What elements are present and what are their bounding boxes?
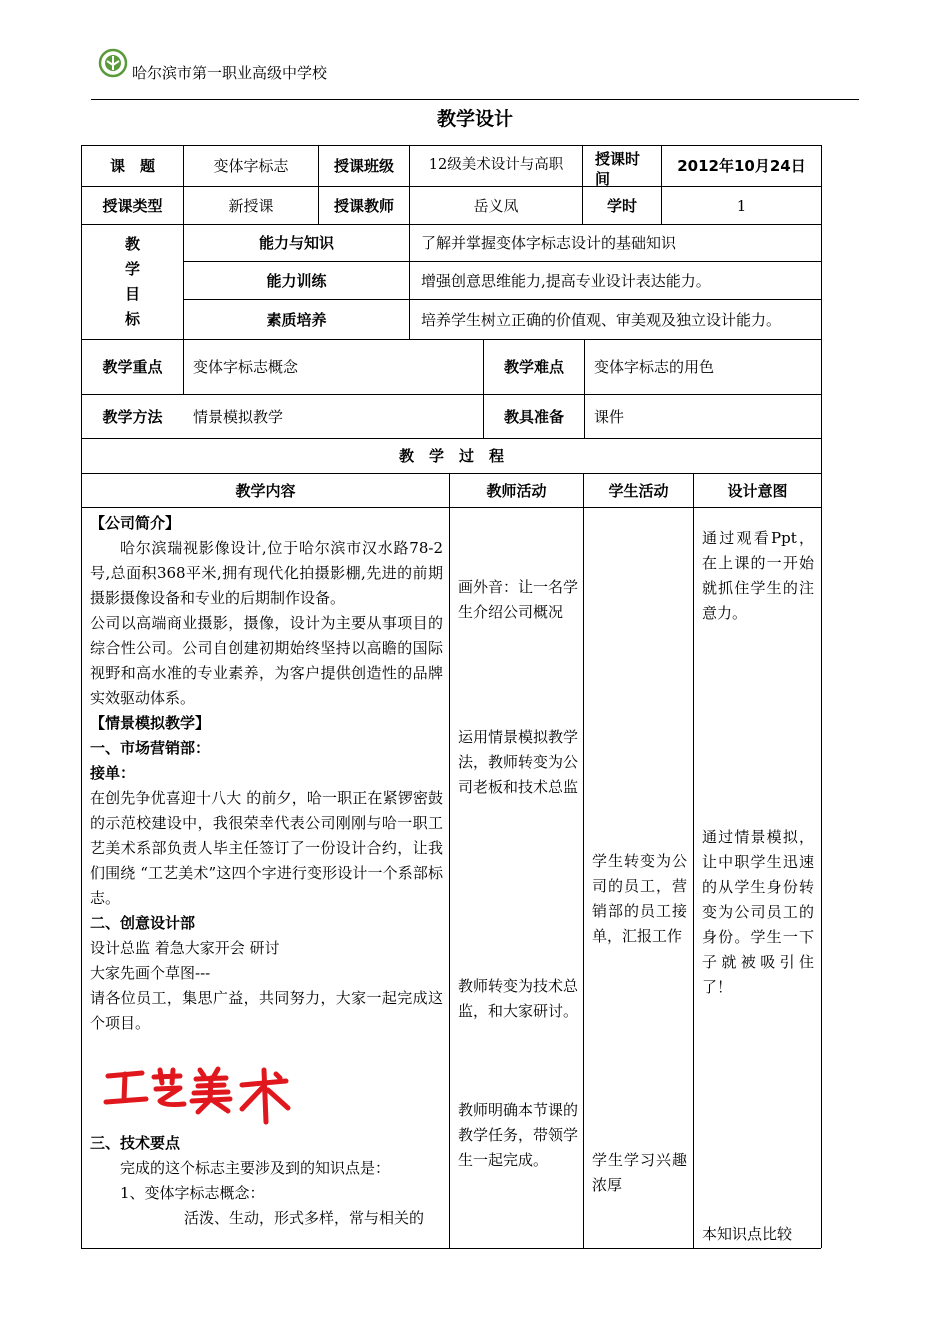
intent-3: 本知识点比较 (702, 1225, 793, 1243)
company-intro-2: 公司以高端商业摄影，摄像，设计为主要从事项目的综合性公司。公司自创建初期始终坚持以高瞻的国际视野和高水准的专业素养，为客户提供创造性的品牌实效驱动体系。 (90, 614, 443, 707)
objective-label-3: 素质培养 (266, 310, 327, 329)
heading-order: 接单： (90, 764, 136, 782)
header-teacher: 教师活动 (486, 481, 547, 500)
objective-value-3: 培养学生树立正确的价值观、审美观及独立设计能力。 (421, 310, 782, 329)
time-label: 授课时间 (595, 150, 641, 186)
teacher-label: 授课教师 (333, 196, 394, 215)
company-intro-1: 哈尔滨瑞视影像设计,位于哈尔滨市汉水路78-2号,总面积368平米,拥有现代化拍摄影棚,先进的前期摄影摄像设备和专业的后期制作设备。 (90, 539, 443, 607)
difficulty-value: 变体字标志的用色 (594, 358, 715, 376)
teacher-activity-1: 画外音：让一名学生介绍公司概况 (458, 578, 579, 621)
tech-section (90, 1131, 443, 1231)
creative-line-3: 请各位员工，集思广益，共同努力，大家一起完成这个项目。 (90, 989, 443, 1032)
course-label: 课 题 (109, 157, 155, 175)
header-student: 学生活动 (608, 481, 669, 500)
method-value: 情景模拟教学 (193, 407, 284, 426)
header-intent: 设计意图 (727, 481, 788, 500)
hours-label: 学时 (606, 196, 637, 215)
header-content: 教学内容 (235, 481, 296, 500)
objective-value-1: 了解并掌握变体字标志设计的基础知识 (421, 234, 677, 252)
course-value: 变体字标志 (213, 157, 289, 175)
creative-line-2: 大家先画个草图--- (90, 964, 211, 982)
student-activity-2: 学生学习兴趣浓厚 (592, 1151, 687, 1194)
school-logo-icon (98, 48, 128, 78)
handwritten-sketch-image (102, 1062, 302, 1130)
process-title: 教 学 过 程 (398, 447, 504, 465)
order-text: 在创先争优喜迎十八大 的前夕，哈一职正在紧锣密鼓的示范校建设中，我很荣幸代表公司刚刚与哈一职工艺美术系部负责人毕主任签订了一份设计合约，让我们围绕 “工艺美术”这四个字进行变形设计一个系部标志。 (90, 789, 443, 907)
heading-market: 一、市场营销部： (90, 739, 211, 757)
class-value: 12级美术设计与高职 (428, 157, 564, 174)
key-point-value: 变体字标志概念 (193, 358, 299, 376)
heading-tech: 三、技术要点 (90, 1134, 181, 1152)
tools-label: 教具准备 (503, 407, 564, 426)
method-label: 教学方法 (102, 407, 163, 426)
header-rule (91, 99, 859, 100)
teaching-content (90, 511, 443, 1036)
tech-line-1: 完成的这个标志主要涉及到的知识点是： (120, 1159, 391, 1177)
type-label: 授课类型 (102, 196, 163, 215)
tech-line-3: 活泼、生动，形式多样，常与相关的 (184, 1209, 425, 1227)
teacher-value: 岳义凤 (473, 196, 519, 215)
creative-line-1: 设计总监 着急大家开会 研讨 (90, 939, 280, 957)
difficulty-label: 教学难点 (503, 358, 564, 376)
heading-company: 【公司简介】 (90, 514, 181, 532)
intent-2: 通过情景模拟，让中职学生迅速的从学生身份转变为公司员工的身份。学生一下子就被吸引住了！ (702, 828, 814, 996)
teacher-activity-2: 运用情景模拟教学法，教师转变为公司老板和技术总监 (458, 728, 579, 796)
type-value: 新授课 (228, 196, 274, 215)
key-point-label: 教学重点 (102, 358, 163, 376)
tech-line-2: 1、变体字标志概念： (120, 1184, 265, 1202)
time-value: 2012年10月24日 (677, 157, 806, 175)
intent-1: 通过观看Ppt，在上课的一开始就抓住学生的注意力。 (702, 529, 814, 622)
class-label: 授课班级 (333, 157, 394, 175)
objective-label-1: 能力与知识 (258, 234, 334, 252)
hours-value: 1 (736, 196, 747, 215)
objective-label-2: 能力训练 (266, 271, 327, 290)
objectives-label: 教 学 目 标 (124, 235, 140, 328)
doc-title: 教学设计 (436, 108, 513, 130)
tools-value: 课件 (594, 407, 625, 426)
school-name: 哈尔滨市第一职业高级中学校 (132, 64, 328, 82)
teacher-activity-3: 教师转变为技术总监，和大家研讨。 (458, 977, 579, 1020)
heading-scene: 【情景模拟教学】 (90, 714, 211, 732)
teacher-activity-4: 教师明确本节课的教学任务，带领学生一起完成。 (458, 1101, 579, 1169)
objective-value-2: 增强创意思维能力,提高专业设计表达能力。 (421, 271, 711, 290)
student-activity-1: 学生转变为公司的员工，营销部的员工接单，汇报工作 (592, 852, 687, 945)
heading-creative: 二、创意设计部 (90, 914, 196, 932)
